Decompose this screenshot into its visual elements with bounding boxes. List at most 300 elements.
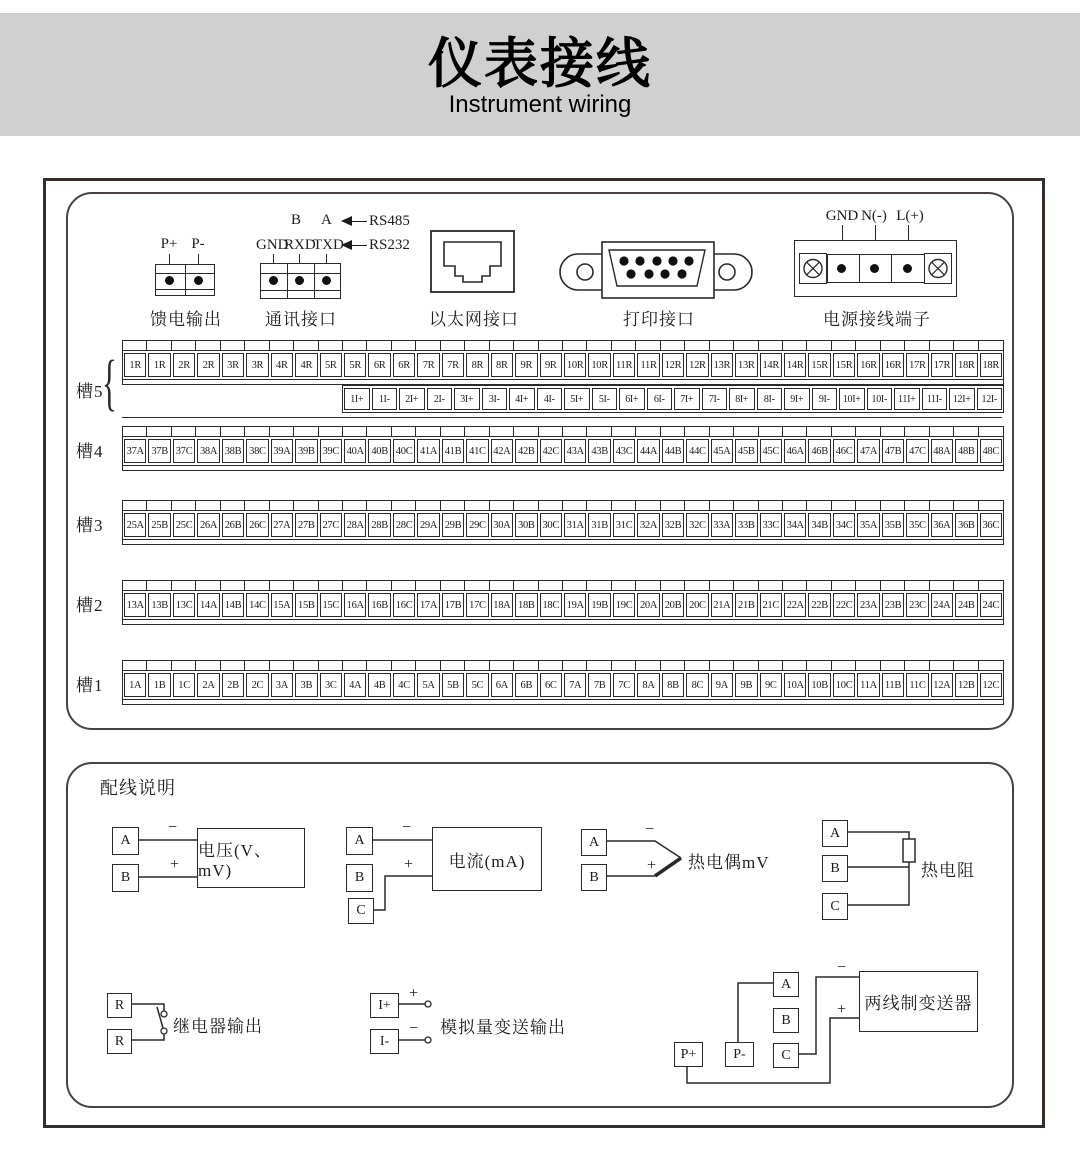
feed-pin-label: P- [191, 236, 205, 252]
terminal-17B: 17B [442, 593, 464, 617]
terminal-1B: 1B [148, 673, 170, 697]
terminal-43A: 43A [564, 439, 586, 463]
voltage-device-box: 电压(V、mV) [197, 828, 305, 888]
terminal-25B: 25B [148, 513, 170, 537]
terminal-2R: 2R [173, 353, 195, 377]
plus-sign: + [409, 985, 419, 1002]
terminal-a: A [773, 972, 799, 997]
strip-top-rail [123, 661, 1003, 671]
terminal-i-minus: I- [370, 1029, 399, 1054]
terminal-48C: 48C [980, 439, 1002, 463]
terminal-3B: 3B [295, 673, 317, 697]
terminal-2B: 2B [222, 673, 244, 697]
strip-top-rail [123, 581, 1003, 591]
terminal-5R: 5R [344, 353, 366, 377]
plus-sign: + [170, 856, 180, 873]
printer-caption: 打印接口 [623, 310, 695, 329]
terminal-10R: 10R [564, 353, 586, 377]
terminal-13C: 13C [173, 593, 195, 617]
terminal-20A: 20A [637, 593, 659, 617]
terminal-4A: 4A [344, 673, 366, 697]
wiring-heading: 配线说明 [100, 778, 176, 798]
terminal-36B: 36B [955, 513, 977, 537]
terminal-1R: 1R [124, 353, 146, 377]
plus-sign: + [837, 1001, 847, 1018]
db9-printer-port-icon [556, 240, 756, 300]
slot1-label: 槽1 [76, 676, 104, 695]
terminal-15B: 15B [295, 593, 317, 617]
terminal-6R: 6R [393, 353, 415, 377]
terminal-9R: 9R [515, 353, 537, 377]
terminal-20B: 20B [662, 593, 684, 617]
terminal-19C: 19C [613, 593, 635, 617]
terminal-33B: 33B [735, 513, 757, 537]
terminal-41B: 41B [442, 439, 464, 463]
thermocouple-label: 热电偶mV [688, 853, 770, 872]
terminal-8C: 8C [686, 673, 708, 697]
terminal-5A: 5A [417, 673, 439, 697]
plus-sign: + [404, 856, 414, 873]
terminal-3R: 3R [246, 353, 268, 377]
terminal-7C: 7C [613, 673, 635, 697]
comm-rs485-pin-a: A [321, 212, 332, 228]
terminal-18R: 18R [955, 353, 977, 377]
terminal-r1: R [107, 993, 132, 1018]
terminal-18R: 18R [980, 353, 1002, 377]
terminal-26C: 26C [246, 513, 268, 537]
ethernet-caption: 以太网接口 [429, 310, 519, 329]
terminal-10R: 10R [588, 353, 610, 377]
terminal-7I-: 7I- [702, 388, 728, 410]
terminal-7A: 7A [564, 673, 586, 697]
terminal-strip-slot3 [122, 500, 1004, 545]
terminal-48A: 48A [931, 439, 953, 463]
terminal-36A: 36A [931, 513, 953, 537]
transmitter-wiring-diagram [668, 959, 988, 1099]
terminal-9A: 9A [711, 673, 733, 697]
comm-terminal-dot [295, 276, 304, 285]
terminal-2A: 2A [197, 673, 219, 697]
comm-terminal-dot [269, 276, 278, 285]
terminal-24C: 24C [980, 593, 1002, 617]
terminal-3R: 3R [222, 353, 244, 377]
terminal-31A: 31A [564, 513, 586, 537]
terminal-2R: 2R [197, 353, 219, 377]
terminal-11C: 11C [906, 673, 928, 697]
terminal-46A: 46A [784, 439, 806, 463]
terminal-8I+: 8I+ [729, 388, 755, 410]
terminal-31B: 31B [588, 513, 610, 537]
terminal-45A: 45A [711, 439, 733, 463]
feed-terminal-dot [194, 276, 203, 285]
terminal-16A: 16A [344, 593, 366, 617]
minus-sign: − [402, 819, 412, 836]
terminal-1I-: 1I- [372, 388, 398, 410]
minus-sign: − [168, 819, 178, 836]
terminal-15R: 15R [833, 353, 855, 377]
terminal-9I+: 9I+ [784, 388, 810, 410]
terminal-1A: 1A [124, 673, 146, 697]
terminal-1I+: 1I+ [344, 388, 370, 410]
terminal-5C: 5C [466, 673, 488, 697]
page-title: 仪表接线 [428, 34, 652, 94]
terminal-4C: 4C [393, 673, 415, 697]
rs485-label: RS485 [369, 212, 410, 229]
wiring-instructions-panel [66, 762, 1014, 1108]
terminal-47B: 47B [882, 439, 904, 463]
slot5-label: 槽5 [76, 382, 104, 401]
terminal-40C: 40C [393, 439, 415, 463]
terminal-14A: 14A [197, 593, 219, 617]
wiring-diagram-frame [43, 178, 1045, 1128]
terminal-27B: 27B [295, 513, 317, 537]
terminal-3I+: 3I+ [454, 388, 480, 410]
terminal-7B: 7B [588, 673, 610, 697]
slot5-brace: { [102, 349, 117, 417]
minus-sign: − [645, 821, 655, 838]
terminal-9I-: 9I- [812, 388, 838, 410]
terminal-1R: 1R [148, 353, 170, 377]
terminal-14R: 14R [760, 353, 782, 377]
terminal-r2: R [107, 1029, 132, 1054]
strip-bottom-rail [123, 465, 1003, 470]
strip-top-rail [123, 501, 1003, 511]
terminal-b: B [581, 864, 607, 891]
terminal-22C: 22C [833, 593, 855, 617]
plus-sign: + [647, 857, 657, 874]
terminal-11I-: 11I- [922, 388, 948, 410]
terminal-6B: 6B [515, 673, 537, 697]
power-terminal-dot [903, 264, 912, 273]
minus-sign: − [409, 1020, 419, 1037]
terminal-4R: 4R [271, 353, 293, 377]
terminal-6A: 6A [491, 673, 513, 697]
terminal-13A: 13A [124, 593, 146, 617]
terminal-11I+: 11I+ [894, 388, 920, 410]
relay-wiring-diagram [103, 986, 333, 1066]
terminal-4R: 4R [295, 353, 317, 377]
terminal-13R: 13R [735, 353, 757, 377]
terminal-17C: 17C [466, 593, 488, 617]
transmitter-device-box: 两线制变送器 [859, 971, 978, 1032]
rs485-arrow [341, 213, 410, 229]
terminal-8R: 8R [466, 353, 488, 377]
rtd-wiring-diagram [818, 812, 1048, 932]
terminal-3C: 3C [320, 673, 342, 697]
current-device-box: 电流(mA) [432, 827, 542, 891]
terminal-14R: 14R [784, 353, 806, 377]
power-pin-n: N(-) [861, 208, 887, 224]
screw-icon [800, 254, 826, 283]
terminal-p-minus: P- [725, 1042, 754, 1067]
power-terminal-dot [837, 264, 846, 273]
terminal-4I+: 4I+ [509, 388, 535, 410]
terminal-21A: 21A [711, 593, 733, 617]
terminal-2I+: 2I+ [399, 388, 425, 410]
terminal-42B: 42B [515, 439, 537, 463]
comm-rs485-pin-b: B [291, 212, 302, 228]
terminal-39A: 39A [271, 439, 293, 463]
terminal-24B: 24B [955, 593, 977, 617]
screw-icon [925, 254, 951, 283]
terminal-34B: 34B [808, 513, 830, 537]
terminal-28B: 28B [368, 513, 390, 537]
terminal-7R: 7R [442, 353, 464, 377]
terminal-39B: 39B [295, 439, 317, 463]
thermocouple-wiring-diagram [577, 819, 837, 919]
terminal-7I+: 7I+ [674, 388, 700, 410]
terminal-40B: 40B [368, 439, 390, 463]
terminal-a: A [822, 820, 848, 847]
terminal-27A: 27A [271, 513, 293, 537]
strip-bottom-rail [123, 699, 1003, 704]
terminal-32B: 32B [662, 513, 684, 537]
terminal-strip-slot4 [122, 426, 1004, 471]
terminal-9B: 9B [735, 673, 757, 697]
terminal-3I-: 3I- [482, 388, 508, 410]
terminal-32A: 32A [637, 513, 659, 537]
analog-wiring-diagram [366, 986, 616, 1066]
terminal-11A: 11A [857, 673, 879, 697]
terminal-31C: 31C [613, 513, 635, 537]
terminal-10A: 10A [784, 673, 806, 697]
screw-terminal [924, 253, 952, 284]
terminal-13R: 13R [711, 353, 733, 377]
slot5-bottom-rail [122, 417, 1002, 418]
strip-top-rail [123, 427, 1003, 437]
terminal-strip-slot2 [122, 580, 1004, 625]
terminal-28C: 28C [393, 513, 415, 537]
terminal-26A: 26A [197, 513, 219, 537]
terminal-b: B [346, 864, 373, 892]
strip-bottom-rail [123, 619, 1003, 624]
terminal-p-plus: P+ [674, 1042, 703, 1067]
terminal-2C: 2C [246, 673, 268, 697]
terminal-25A: 25A [124, 513, 146, 537]
feed-terminal-block [155, 264, 215, 296]
terminal-45B: 45B [735, 439, 757, 463]
terminal-15C: 15C [320, 593, 342, 617]
terminal-21B: 21B [735, 593, 757, 617]
minus-sign: − [837, 959, 847, 976]
terminal-11B: 11B [882, 673, 904, 697]
terminal-9R: 9R [540, 353, 562, 377]
ethernet-jack-icon [430, 230, 515, 293]
terminal-6I-: 6I- [647, 388, 673, 410]
rs232-label: RS232 [369, 236, 410, 253]
terminal-17R: 17R [906, 353, 928, 377]
comm-caption: 通讯接口 [265, 310, 337, 329]
terminal-12I-: 12I- [977, 388, 1003, 410]
terminal-34A: 34A [784, 513, 806, 537]
terminal-45C: 45C [760, 439, 782, 463]
terminal-33A: 33A [711, 513, 733, 537]
terminal-19A: 19A [564, 593, 586, 617]
terminal-1C: 1C [173, 673, 195, 697]
terminal-22A: 22A [784, 593, 806, 617]
terminal-23C: 23C [906, 593, 928, 617]
terminal-16C: 16C [393, 593, 415, 617]
terminal-29C: 29C [466, 513, 488, 537]
terminal-strip-slot5-row1 [122, 340, 1004, 385]
power-pin-l: L(+) [896, 208, 924, 224]
terminal-c: C [822, 893, 848, 920]
terminal-5R: 5R [320, 353, 342, 377]
analog-label: 模拟量变送输出 [440, 1018, 566, 1037]
terminal-44B: 44B [662, 439, 684, 463]
terminal-18A: 18A [491, 593, 513, 617]
rear-terminal-panel [66, 192, 1014, 730]
terminal-11R: 11R [637, 353, 659, 377]
terminal-10B: 10B [808, 673, 830, 697]
terminal-38A: 38A [197, 439, 219, 463]
slot4-label: 槽4 [76, 442, 104, 461]
rtd-label: 热电阻 [921, 861, 975, 880]
terminal-38B: 38B [222, 439, 244, 463]
terminal-30C: 30C [540, 513, 562, 537]
terminal-38C: 38C [246, 439, 268, 463]
terminal-36C: 36C [980, 513, 1002, 537]
power-caption: 电源接线端子 [823, 310, 931, 329]
terminal-8B: 8B [662, 673, 684, 697]
terminal-12C: 12C [980, 673, 1002, 697]
strip-top-rail [123, 341, 1003, 351]
strip-bottom-rail [123, 379, 1003, 384]
terminal-10C: 10C [833, 673, 855, 697]
terminal-41C: 41C [466, 439, 488, 463]
terminal-16R: 16R [857, 353, 879, 377]
terminal-2I-: 2I- [427, 388, 453, 410]
terminal-6R: 6R [368, 353, 390, 377]
terminal-29A: 29A [417, 513, 439, 537]
feed-pin-label: P+ [160, 236, 178, 252]
slot3-label: 槽3 [76, 516, 104, 535]
comm-pin-rxd: RXD [284, 237, 316, 253]
terminal-b: B [773, 1008, 799, 1033]
terminal-15R: 15R [808, 353, 830, 377]
terminal-48B: 48B [955, 439, 977, 463]
terminal-14C: 14C [246, 593, 268, 617]
terminal-34C: 34C [833, 513, 855, 537]
terminal-12B: 12B [955, 673, 977, 697]
terminal-12A: 12A [931, 673, 953, 697]
comm-terminal-dot [322, 276, 331, 285]
terminal-33C: 33C [760, 513, 782, 537]
terminal-12R: 12R [662, 353, 684, 377]
terminal-3A: 3A [271, 673, 293, 697]
terminal-5I+: 5I+ [564, 388, 590, 410]
slot2-label: 槽2 [76, 596, 104, 615]
terminal-21C: 21C [760, 593, 782, 617]
terminal-46C: 46C [833, 439, 855, 463]
terminal-27C: 27C [320, 513, 342, 537]
terminal-18B: 18B [515, 593, 537, 617]
terminal-44C: 44C [686, 439, 708, 463]
terminal-8A: 8A [637, 673, 659, 697]
terminal-b: B [822, 855, 848, 882]
terminal-13B: 13B [148, 593, 170, 617]
terminal-6I+: 6I+ [619, 388, 645, 410]
header-banner [0, 13, 1080, 136]
comm-pin-gnd: GND [256, 237, 289, 253]
terminal-b: B [112, 864, 139, 892]
terminal-37B: 37B [148, 439, 170, 463]
power-pin-gnd: GND [825, 208, 859, 224]
feed-caption: 馈电输出 [150, 310, 222, 329]
terminal-c: C [348, 898, 374, 924]
terminal-25C: 25C [173, 513, 195, 537]
terminal-19B: 19B [588, 593, 610, 617]
terminal-35B: 35B [882, 513, 904, 537]
terminal-strip-slot5-row2 [342, 385, 1004, 413]
terminal-a: A [581, 829, 607, 856]
page-subtitle: Instrument wiring [448, 91, 632, 118]
terminal-17R: 17R [931, 353, 953, 377]
terminal-44A: 44A [637, 439, 659, 463]
terminal-41A: 41A [417, 439, 439, 463]
terminal-37C: 37C [173, 439, 195, 463]
terminal-46B: 46B [808, 439, 830, 463]
terminal-42C: 42C [540, 439, 562, 463]
feed-terminal-dot [165, 276, 174, 285]
terminal-15A: 15A [271, 593, 293, 617]
terminal-14B: 14B [222, 593, 244, 617]
strip-bottom-rail [123, 539, 1003, 544]
terminal-10I+: 10I+ [839, 388, 865, 410]
voltage-wiring-diagram [108, 819, 378, 929]
power-terminal-dot [870, 264, 879, 273]
terminal-30B: 30B [515, 513, 537, 537]
terminal-37A: 37A [124, 439, 146, 463]
terminal-10I-: 10I- [867, 388, 893, 410]
terminal-7R: 7R [417, 353, 439, 377]
terminal-39C: 39C [320, 439, 342, 463]
terminal-35A: 35A [857, 513, 879, 537]
terminal-40A: 40A [344, 439, 366, 463]
terminal-32C: 32C [686, 513, 708, 537]
terminal-23A: 23A [857, 593, 879, 617]
terminal-35C: 35C [906, 513, 928, 537]
terminal-strip-slot1 [122, 660, 1004, 705]
screw-terminal [799, 253, 827, 284]
terminal-c: C [773, 1043, 799, 1068]
terminal-24A: 24A [931, 593, 953, 617]
terminal-4I-: 4I- [537, 388, 563, 410]
terminal-23B: 23B [882, 593, 904, 617]
terminal-43C: 43C [613, 439, 635, 463]
terminal-28A: 28A [344, 513, 366, 537]
terminal-12I+: 12I+ [949, 388, 975, 410]
terminal-8I-: 8I- [757, 388, 783, 410]
terminal-a: A [112, 827, 139, 855]
terminal-16R: 16R [882, 353, 904, 377]
terminal-17A: 17A [417, 593, 439, 617]
terminal-18C: 18C [540, 593, 562, 617]
terminal-26B: 26B [222, 513, 244, 537]
terminal-6C: 6C [540, 673, 562, 697]
terminal-42A: 42A [491, 439, 513, 463]
terminal-16B: 16B [368, 593, 390, 617]
terminal-47A: 47A [857, 439, 879, 463]
left-arrow-icon [341, 240, 352, 250]
terminal-43B: 43B [588, 439, 610, 463]
terminal-20C: 20C [686, 593, 708, 617]
terminal-22B: 22B [808, 593, 830, 617]
terminal-11R: 11R [613, 353, 635, 377]
terminal-5B: 5B [442, 673, 464, 697]
terminal-5I-: 5I- [592, 388, 618, 410]
terminal-i-plus: I+ [370, 993, 399, 1018]
